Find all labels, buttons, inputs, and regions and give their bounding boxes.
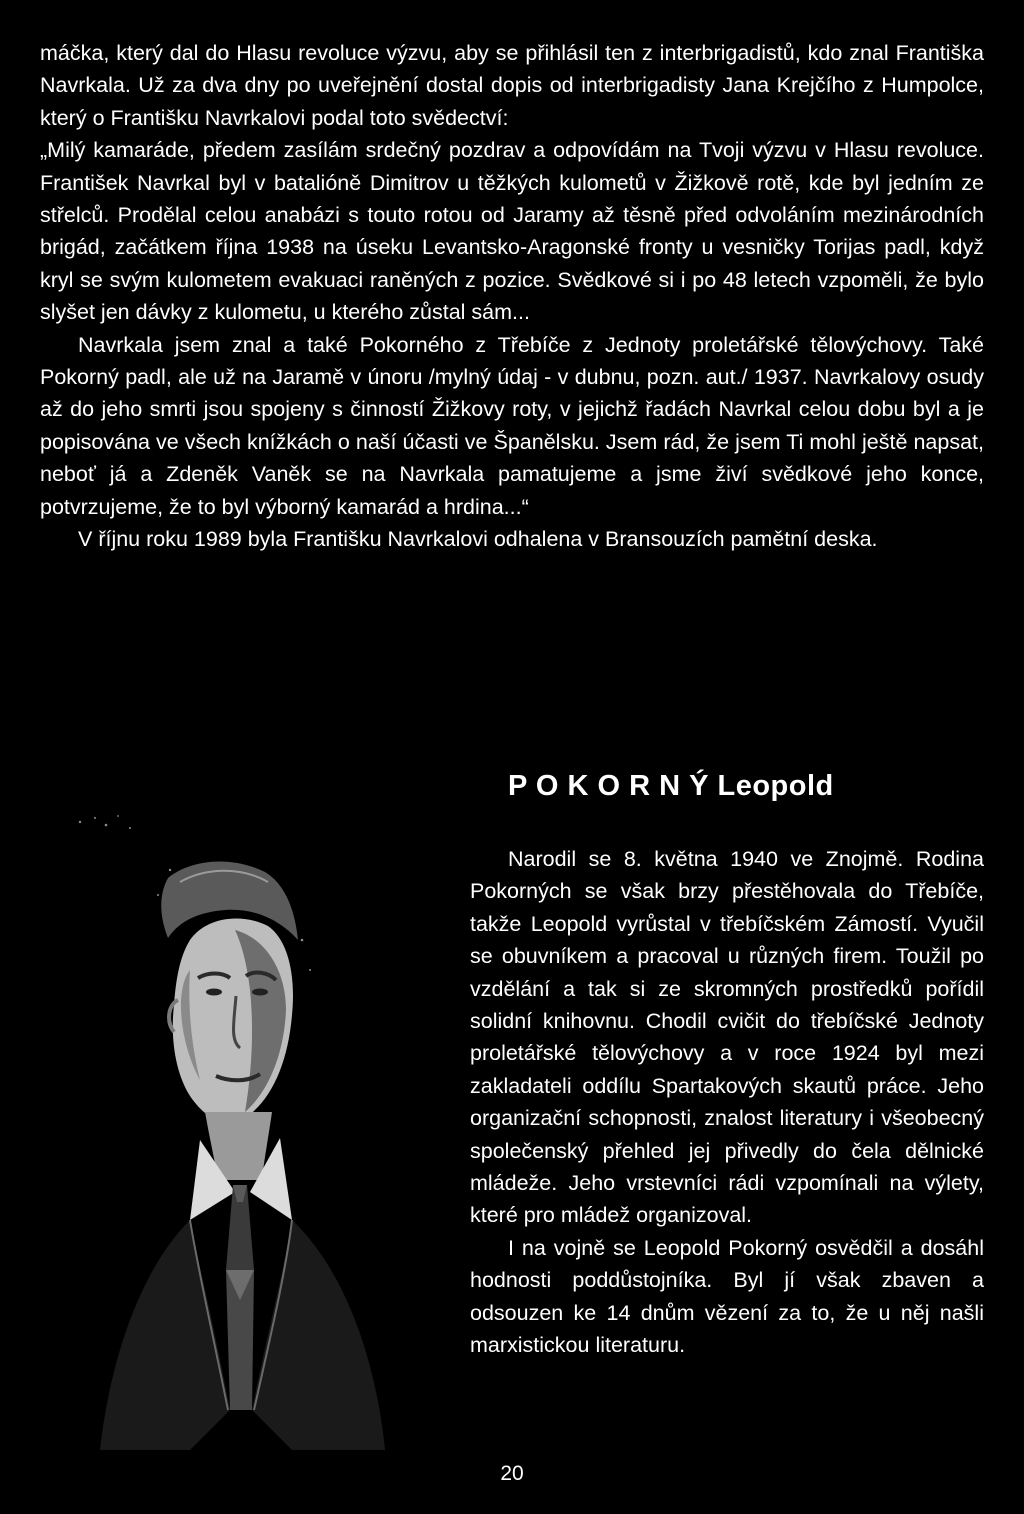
bio-paragraph-military: I na vojně se Leopold Pokorný osvědčil a dosáhl hodnosti poddůstojníka. Byl jí však zbaven a odsouzen ke 14 dnům vězení za to, že u něj našli marxistickou literaturu.: [470, 1235, 984, 1358]
bio-paragraph-early-life: Narodil se 8. května 1940 ve Znojmě. Rodina Pokorných se však brzy přestěhovala do Třebíče, takže Leopold vyrůstal v třebíčském Zámostí. Vyučil se obuvníkem a pracoval u různých firem. Toužil po vzdělání a tak si ze skromných prostředků pořídil solidní knihovnu. Chodil cvičit do třebíčské Jednoty proletářské tělovýchovy a v roce 1924 byl mezi zakladateli oddílu Spartakových skautů práce. Jeho organizační schopnosti, znalost literatury i všeobecný společenský přehled jej přivedly do čela dělnické mládeže. Jeho vrstevníci rádi vzpomínali na výlety, které pro mládež organizoval.: [470, 847, 984, 1228]
biography-text: [470, 843, 984, 1362]
portrait-photo: [40, 800, 445, 1450]
paragraph-intro: máčka, který dal do Hlasu revoluce výzvu, aby se přihlásil ten z interbrigadistů, kdo znal Františka Navrkala. Už za dva dny po uveřejnění dostal dopis od interbrigadisty Jana Krejčího z Humpolce, který o Františku Navrkalovi podal toto svědectví:: [40, 41, 984, 130]
paragraph-letter-continued: Navrkala jsem znal a také Pokorného z Třebíče z Jednoty proletářské tělovýchovy. Také Pokorný padl, ale už na Jaramě v únoru /mylný údaj - v dubnu, pozn. aut./ 1937. Navrkalovy osudy až do jeho smrti jsou spojeny s činností Žižkovy roty, v jejichž řadách Navrkal celou dobu byl a je popisována ve všech knížkách o naší účasti ve Španělsku. Jsem rád, že jsem Ti mohl ještě napsat, neboť já a Zdeněk Vaněk se na Navrkala pamatujeme a jsme živí svědkové jeho konce, potvrzujeme, že to byl výborný kamarád a hrdina...“: [40, 332, 984, 519]
paragraph-memorial: V říjnu roku 1989 byla Františku Navrkalovi odhalena v Bransouzích pamětní deska.: [78, 527, 878, 552]
article-body: [40, 37, 984, 556]
page-number: 20: [500, 1462, 524, 1485]
section-heading: P O K O R N Ý Leopold: [508, 770, 834, 802]
paragraph-letter-quote: „Milý kamaráde, předem zasílám srdečný pozdrav a odpovídám na Tvoji výzvu v Hlasu revoluce. František Navrkal byl v batalióně Dimitrov u těžkých kulometů v Žižkově rotě, kde byl jedním ze střelců. Prodělal celou anabázi s touto rotou od Jaramy až těsně před odvoláním mezinárodních brigád, začátkem října 1938 na úseku Levantsko-Aragonské fronty u vesničky Torijas padl, když kryl se svým kulometem evakuaci raněných z pozice. Svědkové si i po 48 letech vzpoměli, že bylo slyšet jen dávky z kulometu, u kterého zůstal sám...: [40, 138, 984, 325]
